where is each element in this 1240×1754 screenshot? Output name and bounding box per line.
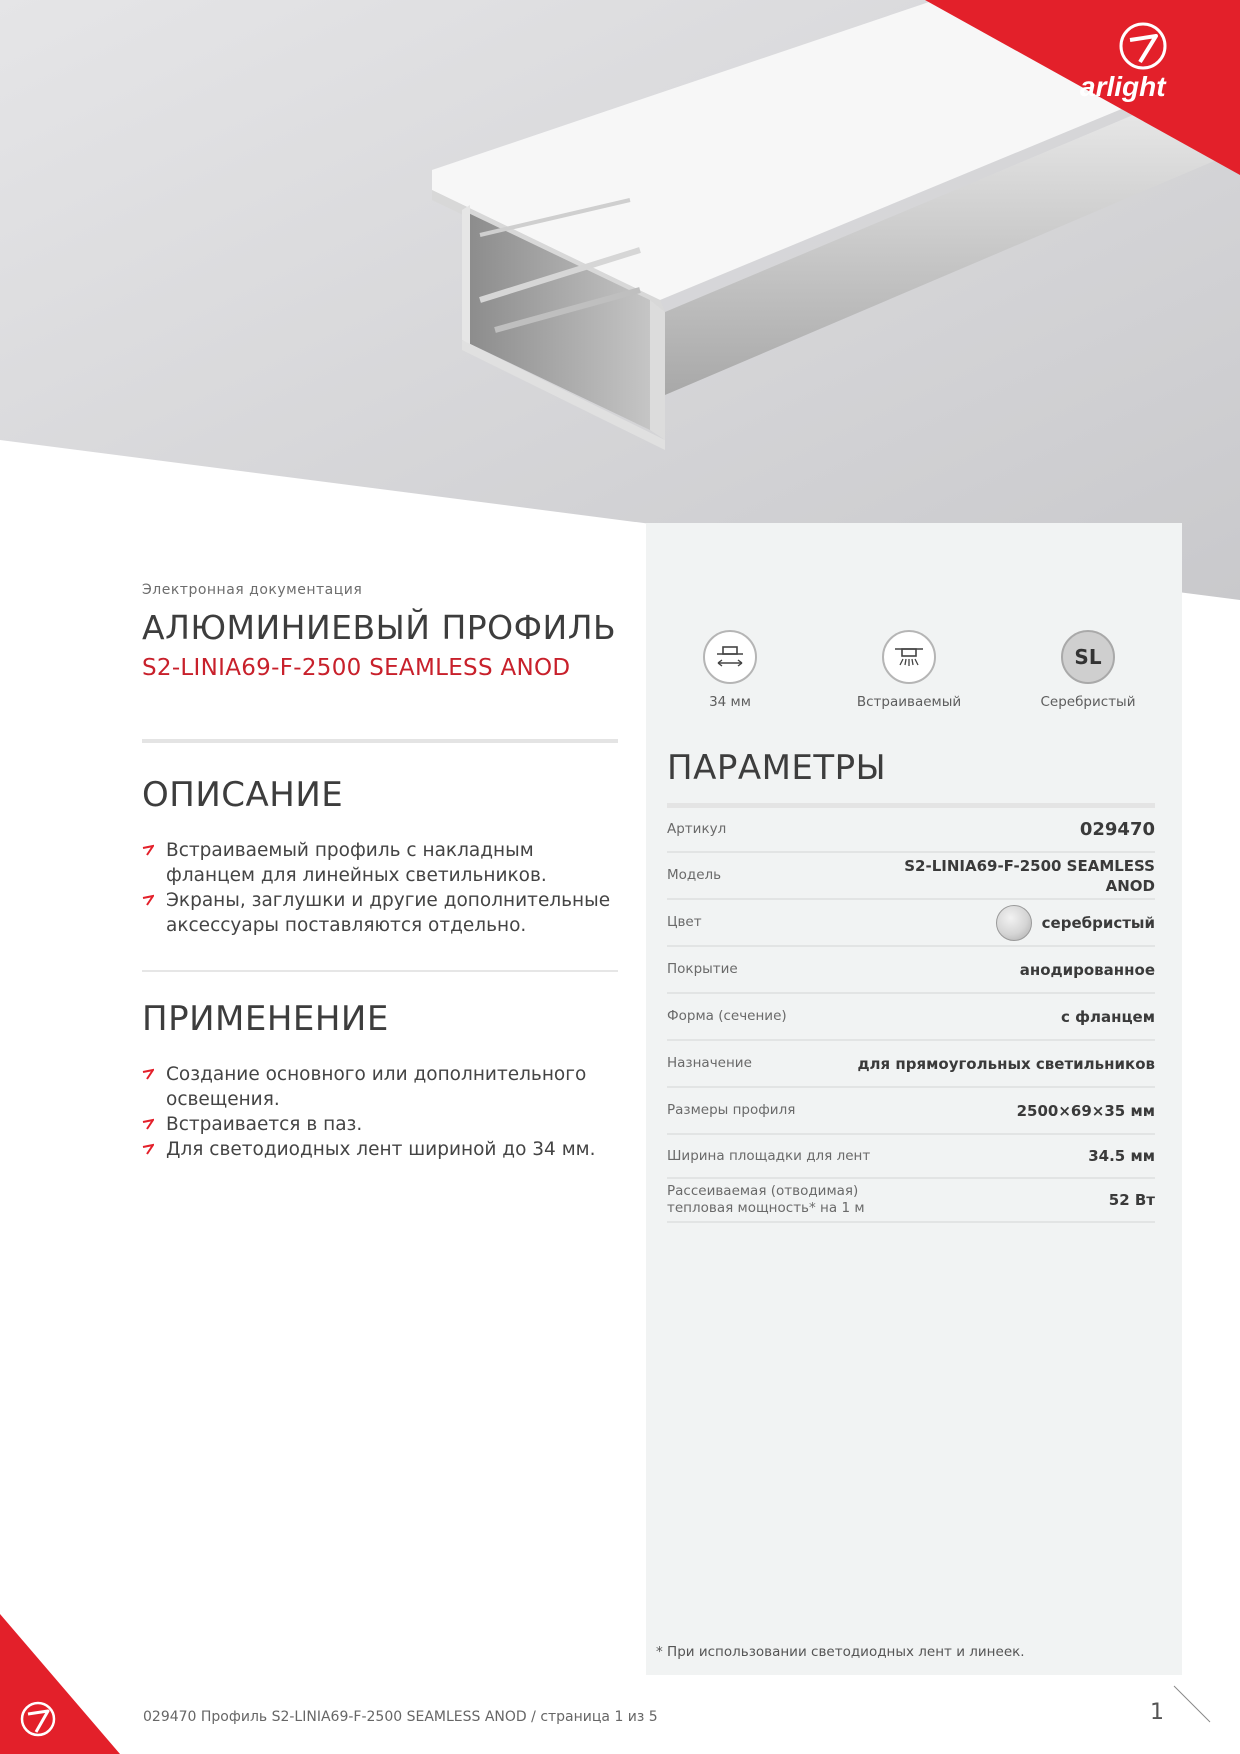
list-item: Экраны, заглушки и другие дополнительные аксессуары поставляются отдельно. (142, 888, 622, 938)
footnote: * При использовании светодиодных лент и линеек. (656, 1644, 1025, 1660)
bullet-arrow-icon (142, 844, 154, 856)
list-item: Создание основного или дополнительного освещения. (142, 1062, 622, 1112)
bullet-arrow-icon (142, 1068, 154, 1080)
hero-image (0, 0, 1240, 610)
bullet-arrow-icon (142, 1143, 154, 1155)
table-row: Рассеиваемая (отводимая) тепловая мощность* на 1 м 52 Вт (667, 1179, 1155, 1223)
feature-label: 34 мм (709, 694, 751, 710)
bullet-arrow-icon (142, 1118, 154, 1130)
page-corner-line (1172, 1684, 1212, 1724)
doc-kind: Электронная документация (142, 582, 363, 598)
table-row: Ширина площадки для лент 34.5 мм (667, 1135, 1155, 1179)
params-table (667, 808, 1155, 1223)
footer-brand-corner (0, 1614, 120, 1754)
divider (142, 970, 618, 972)
application-list (142, 1062, 622, 1162)
list-item: Встраиваемый профиль с накладным фланцем для линейных светильников. (142, 838, 622, 888)
table-row: Модель S2-LINIA69-F-2500 SEAMLESS ANOD (667, 853, 1155, 900)
feature-color (1018, 630, 1158, 710)
description-title: ОПИСАНИЕ (142, 775, 344, 815)
table-row: Цвет серебристый (667, 900, 1155, 947)
feature-tape-width (660, 630, 800, 710)
feature-icons (660, 630, 1160, 720)
footer-text: 029470 Профиль S2-LINIA69-F-2500 SEAMLESS ANOD / страница 1 из 5 (143, 1709, 658, 1725)
description-list (142, 838, 622, 938)
list-item: Для светодиодных лент шириной до 34 мм. (142, 1137, 622, 1162)
table-row: Назначение для прямоугольных светильников (667, 1041, 1155, 1088)
table-row: Артикул 029470 (667, 808, 1155, 853)
tape-width-icon (703, 630, 757, 684)
list-item: Встраивается в паз. (142, 1112, 622, 1137)
feature-recessed (839, 630, 979, 710)
table-row: Размеры профиля 2500×69×35 мм (667, 1088, 1155, 1135)
color-swatch (996, 905, 1032, 941)
divider (142, 739, 618, 743)
model-title: S2-LINIA69-F-2500 SEAMLESS ANOD (142, 655, 571, 681)
table-row: Покрытие анодированное (667, 947, 1155, 994)
params-title: ПАРАМЕТРЫ (667, 748, 887, 788)
bullet-arrow-icon (142, 894, 154, 906)
feature-label: Серебристый (1040, 694, 1136, 710)
feature-label: Встраиваемый (856, 694, 962, 710)
page-title: АЛЮМИНИЕВЫЙ ПРОФИЛЬ (142, 608, 617, 647)
hero-banner (0, 0, 1240, 610)
table-row: Форма (сечение) с фланцем (667, 994, 1155, 1041)
sl-badge: SL (1061, 630, 1115, 684)
recessed-icon (882, 630, 936, 684)
application-title: ПРИМЕНЕНИЕ (142, 999, 389, 1039)
brand-name: arlight (1080, 71, 1166, 102)
page-number: 1 (1150, 1700, 1164, 1725)
